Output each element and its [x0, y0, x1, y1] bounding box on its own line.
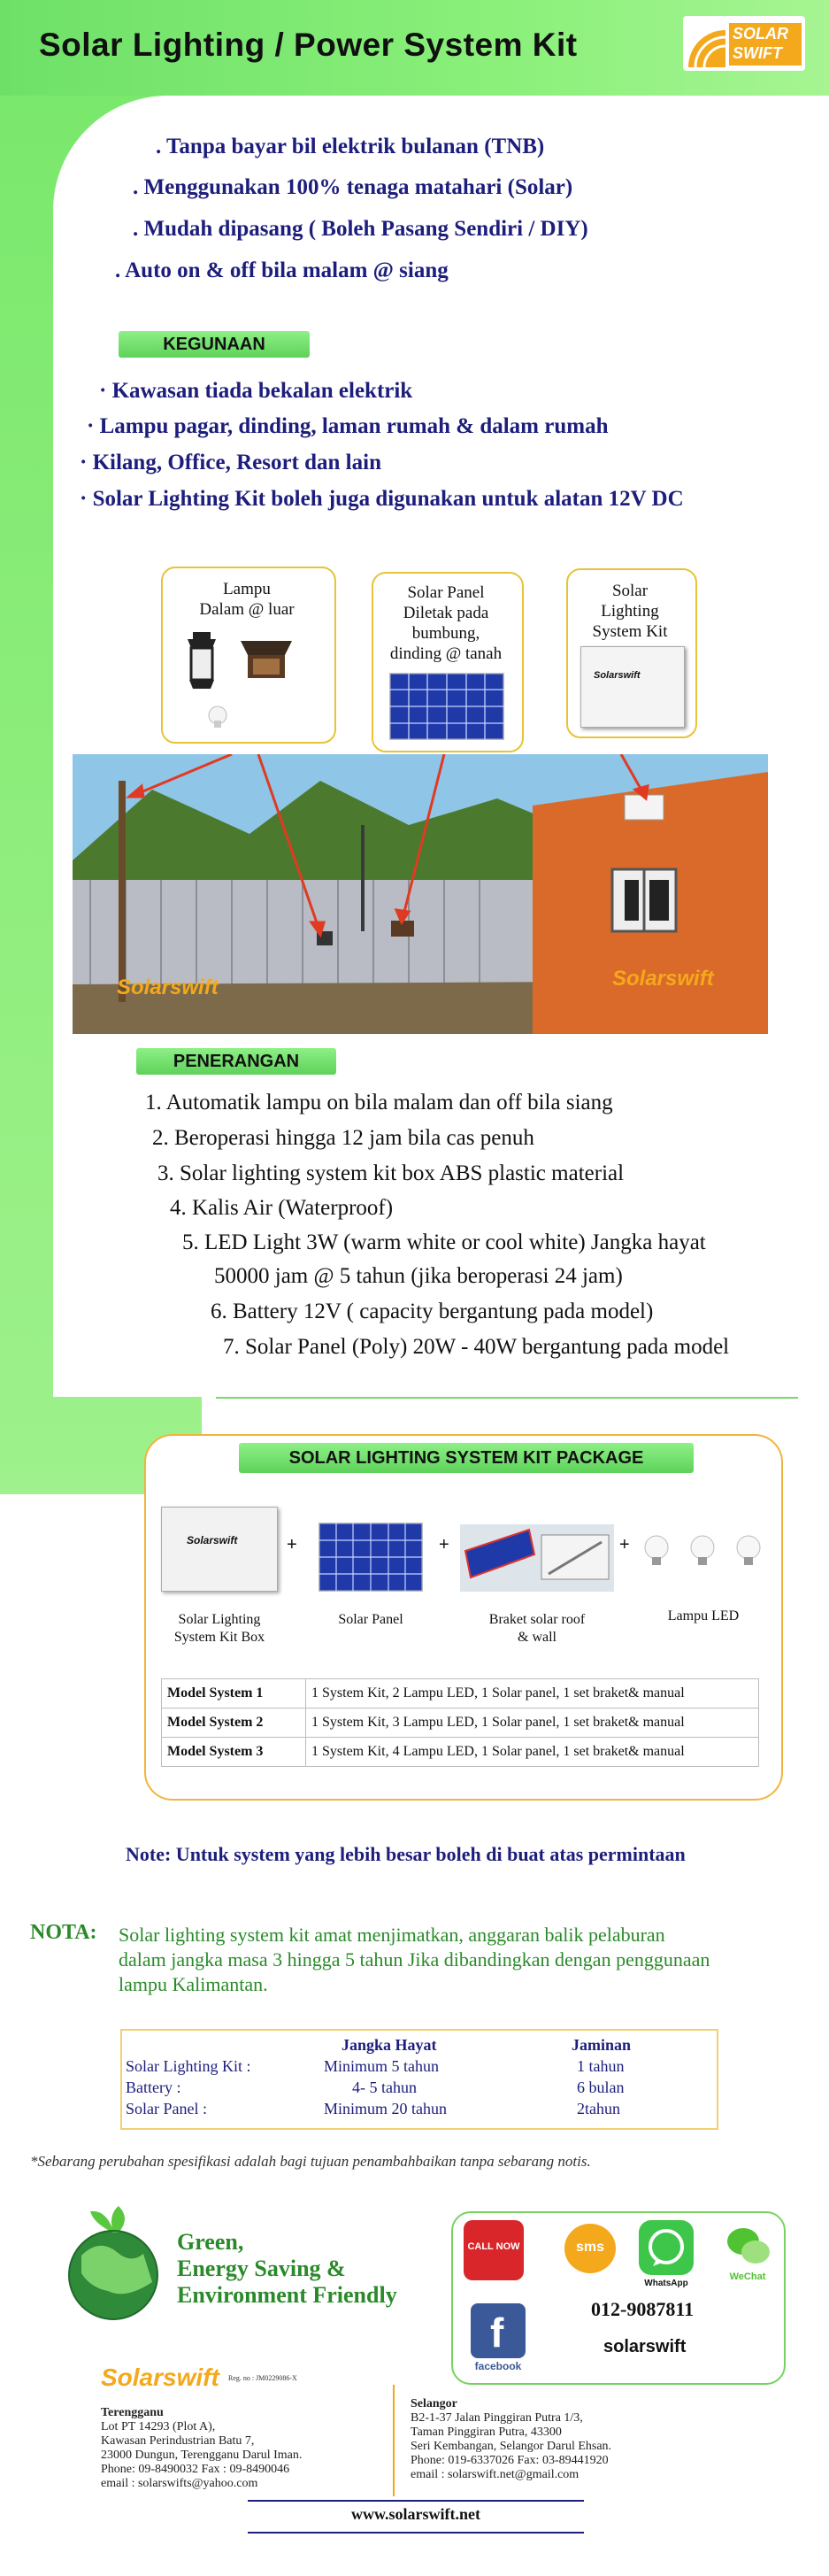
- usage-2: · Lampu pagar, dinding, laman rumah & dalam rumah: [87, 414, 609, 438]
- warranty-header-guarantee: Jaminan: [572, 2036, 632, 2054]
- warranty-period: 2tahun: [577, 2100, 620, 2117]
- social-handle: solarswift: [603, 2337, 687, 2356]
- page-title: Solar Lighting / Power System Kit: [39, 27, 578, 63]
- pkg-kit-box-label: Solarswift: [187, 1534, 238, 1546]
- penerangan-heading: PENERANGAN: [136, 1048, 336, 1075]
- facebook-label: facebook: [474, 2360, 522, 2372]
- warranty-item: Solar Panel :: [126, 2100, 207, 2117]
- usage-1: · Kawasan tiada bekalan elektrik: [99, 379, 413, 403]
- footer-rule-bottom: [248, 2532, 584, 2534]
- logo-text-top: SOLAR: [733, 25, 788, 42]
- solar-panel-icon: [389, 673, 504, 740]
- note-text: Note: Untuk system yang lebih besar boleh di buat atas permintaan: [126, 1843, 686, 1865]
- pkg-kit-box-icon: [161, 1507, 278, 1592]
- table-row: [162, 1708, 759, 1738]
- warranty-life: Minimum 20 tahun: [324, 2100, 447, 2117]
- wechat-button[interactable]: [724, 2224, 773, 2270]
- spec-1: 1. Automatik lampu on bila malam dan off bila siang: [145, 1091, 613, 1114]
- address-selangor: Selangor B2-1-37 Jalan Pinggiran Putra 1/3, Taman Pinggiran Putra, 43300 Seri Kembangan, Selangor Darul Ehsan. Phone: 019-6337026 Fax: 03-89441920 email : solarswift.net@gmail.com: [411, 2397, 612, 2481]
- spec-5: 5. LED Light 3W (warm white or cool white) Jangka hayat: [182, 1230, 706, 1254]
- model-desc: 1 System Kit, 4 Lampu LED, 1 Solar panel, 1 set braket& manual: [306, 1738, 759, 1767]
- nota-text: Solar lighting system kit amat menjimatkan, anggaran balik pelaburan dalam jangka masa 3 hingga 5 tahun Jika dibandingkan dengan penggunaan lampu Kalimantan.: [119, 1924, 710, 1995]
- spec-5-cont: 50000 jam @ 5 tahun (jika beroperasi 24 jam): [214, 1264, 623, 1288]
- divider: [216, 1397, 798, 1399]
- pkg-solar-panel-icon: [319, 1523, 423, 1592]
- footer-rule: [248, 2500, 584, 2502]
- lamp-products-icon: [175, 620, 326, 735]
- warranty-life: Minimum 5 tahun: [324, 2057, 439, 2075]
- warranty-period: 6 bulan: [577, 2079, 625, 2096]
- warranty-header-life: Jangka Hayat: [342, 2036, 437, 2054]
- model-name: Model System 3: [162, 1738, 306, 1767]
- green-globe-icon: [55, 2202, 175, 2335]
- kit-callout-label: Solar Lighting System Kit: [592, 582, 668, 641]
- photo-watermark-left: Solarswift: [117, 976, 219, 999]
- feature-2: . Menggunakan 100% tenaga matahari (Solar): [133, 175, 573, 199]
- model-desc: 1 System Kit, 2 Lampu LED, 1 Solar panel, 1 set braket& manual: [306, 1679, 759, 1708]
- pkg-led-bulbs-icon: [639, 1531, 768, 1570]
- address-terengganu: Terengganu Lot PT 14293 (Plot A), Kawasan Perindustrian Batu 7, 23000 Dungun, Terengganu Darul Iman. Phone: 09-8490032 Fax : 09-8490046 email : solarswifts@yahoo.com: [101, 2406, 303, 2490]
- company-reg: Reg. no : JM0229086-X: [228, 2374, 297, 2382]
- panel-callout-label: Solar Panel Diletak pada bumbung, dinding @ tanah: [389, 583, 503, 663]
- pkg-label-kit: Solar Lighting System Kit Box: [173, 1612, 265, 1645]
- pkg-bracket-icon: [460, 1524, 614, 1592]
- kegunaan-heading: KEGUNAAN: [119, 331, 310, 358]
- facebook-icon: f: [490, 2310, 504, 2356]
- nota-label: NOTA:: [30, 1921, 97, 1944]
- model-table: [161, 1678, 759, 1767]
- facebook-button[interactable]: [471, 2303, 526, 2358]
- slogan: Green, Energy Saving & Environment Friendly: [177, 2229, 397, 2308]
- table-row: [162, 1679, 759, 1708]
- lamp-callout-label: Lampu Dalam @ luar: [199, 580, 295, 619]
- logo-text-bottom: SWIFT: [733, 44, 782, 62]
- feature-3: . Mudah dipasang ( Boleh Pasang Sendiri / DIY): [133, 217, 588, 241]
- whatsapp-icon: [639, 2220, 694, 2275]
- usage-3: · Kilang, Office, Resort dan lain: [80, 451, 381, 474]
- photo-watermark-right: Solarswift: [612, 967, 714, 991]
- plus-1: +: [287, 1535, 297, 1554]
- wechat-icon: [724, 2224, 773, 2270]
- brand-logo: [683, 16, 805, 71]
- feature-1: . Tanpa bayar bil elektrik bulanan (TNB): [156, 135, 545, 158]
- spec-6: 6. Battery 12V ( capacity bergantung pada model): [211, 1300, 654, 1323]
- warranty-life: 4- 5 tahun: [352, 2079, 417, 2096]
- spec-4: 4. Kalis Air (Waterproof): [170, 1196, 394, 1220]
- model-name: Model System 2: [162, 1708, 306, 1738]
- model-desc: 1 System Kit, 3 Lampu LED, 1 Solar panel, 1 set braket& manual: [306, 1708, 759, 1738]
- usage-4: · Solar Lighting Kit boleh juga digunakan untuk alatan 12V DC: [80, 487, 684, 511]
- package-title: SOLAR LIGHTING SYSTEM KIT PACKAGE: [239, 1443, 694, 1473]
- website-link[interactable]: www.solarswift.net: [351, 2505, 480, 2523]
- warranty-period: 1 tahun: [577, 2057, 625, 2075]
- model-name: Model System 1: [162, 1679, 306, 1708]
- wechat-label: WeChat: [729, 2271, 766, 2282]
- phone-number: 012-9087811: [591, 2298, 695, 2320]
- feature-4: . Auto on & off bila malam @ siang: [115, 258, 449, 282]
- warranty-item: Solar Lighting Kit :: [126, 2057, 251, 2075]
- plus-3: +: [619, 1535, 630, 1554]
- kit-box-icon: [580, 646, 685, 728]
- whatsapp-label: WhatsApp: [644, 2279, 688, 2288]
- warranty-item: Battery :: [126, 2079, 181, 2096]
- pkg-label-bracket: Braket solar roof & wall: [488, 1612, 586, 1645]
- company-brand: Solarswift: [101, 2364, 219, 2391]
- spec-2: 2. Beroperasi hingga 12 jam bila cas penuh: [152, 1126, 534, 1150]
- call-now-label: CALL NOW: [467, 2241, 520, 2252]
- pkg-label-led: Lampu LED: [667, 1608, 740, 1623]
- sms-label: sms: [575, 2240, 605, 2255]
- pkg-label-panel: Solar Panel: [338, 1612, 403, 1627]
- table-row: [162, 1738, 759, 1767]
- disclaimer: *Sebarang perubahan spesifikasi adalah bagi tujuan penambahbaikan tanpa sebarang notis.: [30, 2153, 591, 2170]
- whatsapp-button[interactable]: [639, 2220, 694, 2275]
- address-divider: [393, 2385, 395, 2496]
- spec-3: 3. Solar lighting system kit box ABS plastic material: [157, 1161, 625, 1185]
- sms-button[interactable]: [564, 2224, 616, 2273]
- kit-box-label: Solarswift: [594, 670, 641, 681]
- spec-7: 7. Solar Panel (Poly) 20W - 40W bergantung pada model: [223, 1335, 730, 1359]
- call-now-button[interactable]: [464, 2220, 524, 2280]
- plus-2: +: [439, 1535, 449, 1554]
